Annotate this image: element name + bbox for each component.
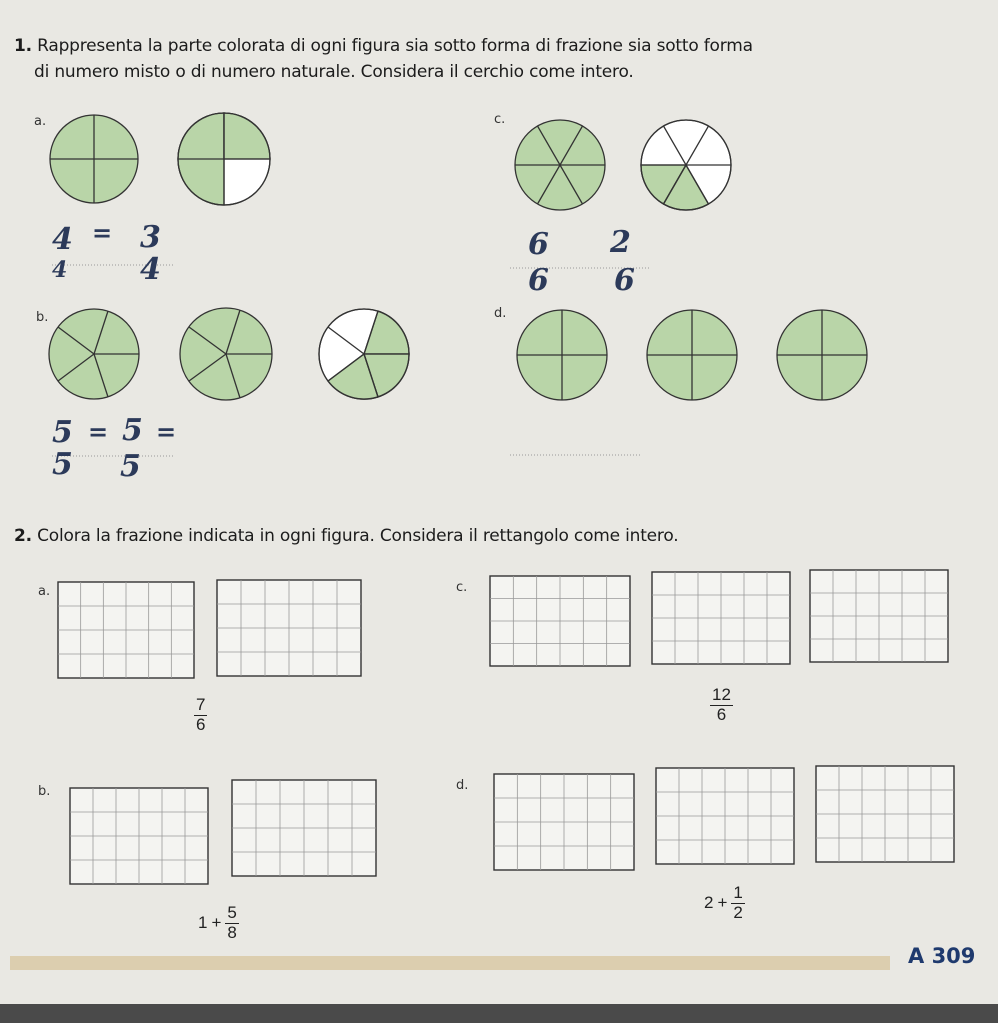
circle-d2	[647, 310, 737, 400]
circle-b1	[49, 309, 139, 399]
exercise-1-number: 1.	[14, 36, 32, 56]
mixed-b-whole: 1	[198, 913, 208, 933]
hand-c-den1: 6	[528, 263, 549, 298]
grid-a2	[217, 580, 361, 676]
circle-b2	[180, 308, 272, 400]
circle-a1	[50, 115, 138, 203]
hand-b-num2: 5	[122, 413, 143, 448]
mixed-b-numerator: 5	[227, 903, 237, 922]
mixed-d-denominator: 2	[733, 902, 743, 922]
ex2-label-c: c.	[456, 580, 468, 595]
fraction-a-numerator: 7	[196, 695, 206, 714]
mixed-b-denominator: 8	[227, 922, 237, 942]
circle-c1	[515, 120, 605, 210]
hand-b-den1: 5	[52, 447, 73, 482]
circle-c2	[641, 120, 731, 210]
hand-b-den2: 5	[120, 449, 141, 484]
mixed-number-d	[704, 884, 745, 922]
ex1-label-b: b.	[36, 310, 49, 325]
ex1-label-a: a.	[34, 114, 47, 129]
ex1-label-d: d.	[494, 306, 507, 321]
fraction-a	[194, 696, 207, 734]
decorative-band	[10, 956, 890, 970]
mixed-d-numerator: 1	[733, 883, 743, 902]
mixed-d-plus: +	[717, 893, 728, 913]
ex2-label-b: b.	[38, 784, 51, 799]
mixed-number-b	[198, 904, 239, 942]
hand-c-num2: 2	[610, 225, 631, 260]
exercise-1-text-line2: di numero misto o di numero naturale. Considera il cerchio come intero.	[34, 62, 634, 82]
exercise-2-number: 2.	[14, 526, 32, 546]
grid-d1	[494, 774, 634, 870]
hand-a-num1: 4	[52, 222, 73, 257]
ex1-label-c: c.	[494, 112, 506, 127]
fraction-c	[710, 686, 733, 724]
exercise-2-instructions	[14, 526, 678, 546]
grid-c1	[490, 576, 630, 666]
exercise-2-rectangles	[0, 560, 998, 900]
page-number: A 309	[908, 944, 976, 968]
grid-c2	[652, 572, 790, 664]
hand-b-eq1: =	[88, 417, 109, 446]
hand-a-num2: 3	[140, 220, 161, 255]
fraction-c-denominator: 6	[716, 704, 727, 724]
mixed-d-whole: 2	[704, 893, 714, 913]
circle-d3	[777, 310, 867, 400]
hand-a-den1: 4	[52, 257, 68, 283]
book-edge	[0, 1004, 998, 1023]
hand-c-den2: 6	[614, 263, 635, 298]
fraction-c-numerator: 12	[712, 685, 731, 704]
ex2-label-d: d.	[456, 778, 469, 793]
mixed-b-plus: +	[211, 913, 222, 933]
grid-b1	[70, 788, 208, 884]
grid-d2	[656, 768, 794, 864]
hand-b-num1: 5	[52, 415, 73, 450]
circle-a2	[178, 113, 270, 205]
grid-b2	[232, 780, 376, 876]
grid-c3	[810, 570, 948, 662]
exercise-2-text: Colora la frazione indicata in ogni figura. Considera il rettangolo come intero.	[37, 526, 679, 546]
ex2-label-a: a.	[38, 584, 51, 599]
hand-a-eq: =	[92, 218, 113, 247]
circle-d1	[517, 310, 607, 400]
fraction-a-denominator: 6	[196, 714, 206, 734]
hand-a-den2: 4	[140, 252, 161, 287]
circle-b3	[319, 309, 409, 399]
hand-b-eq2: =	[156, 417, 177, 446]
grid-a1	[58, 582, 194, 678]
grid-d3	[816, 766, 954, 862]
hand-c-num1: 6	[528, 227, 549, 262]
exercise-1-text-line1: Rappresenta la parte colorata di ogni figura sia sotto forma di frazione sia sotto forma	[37, 36, 753, 56]
